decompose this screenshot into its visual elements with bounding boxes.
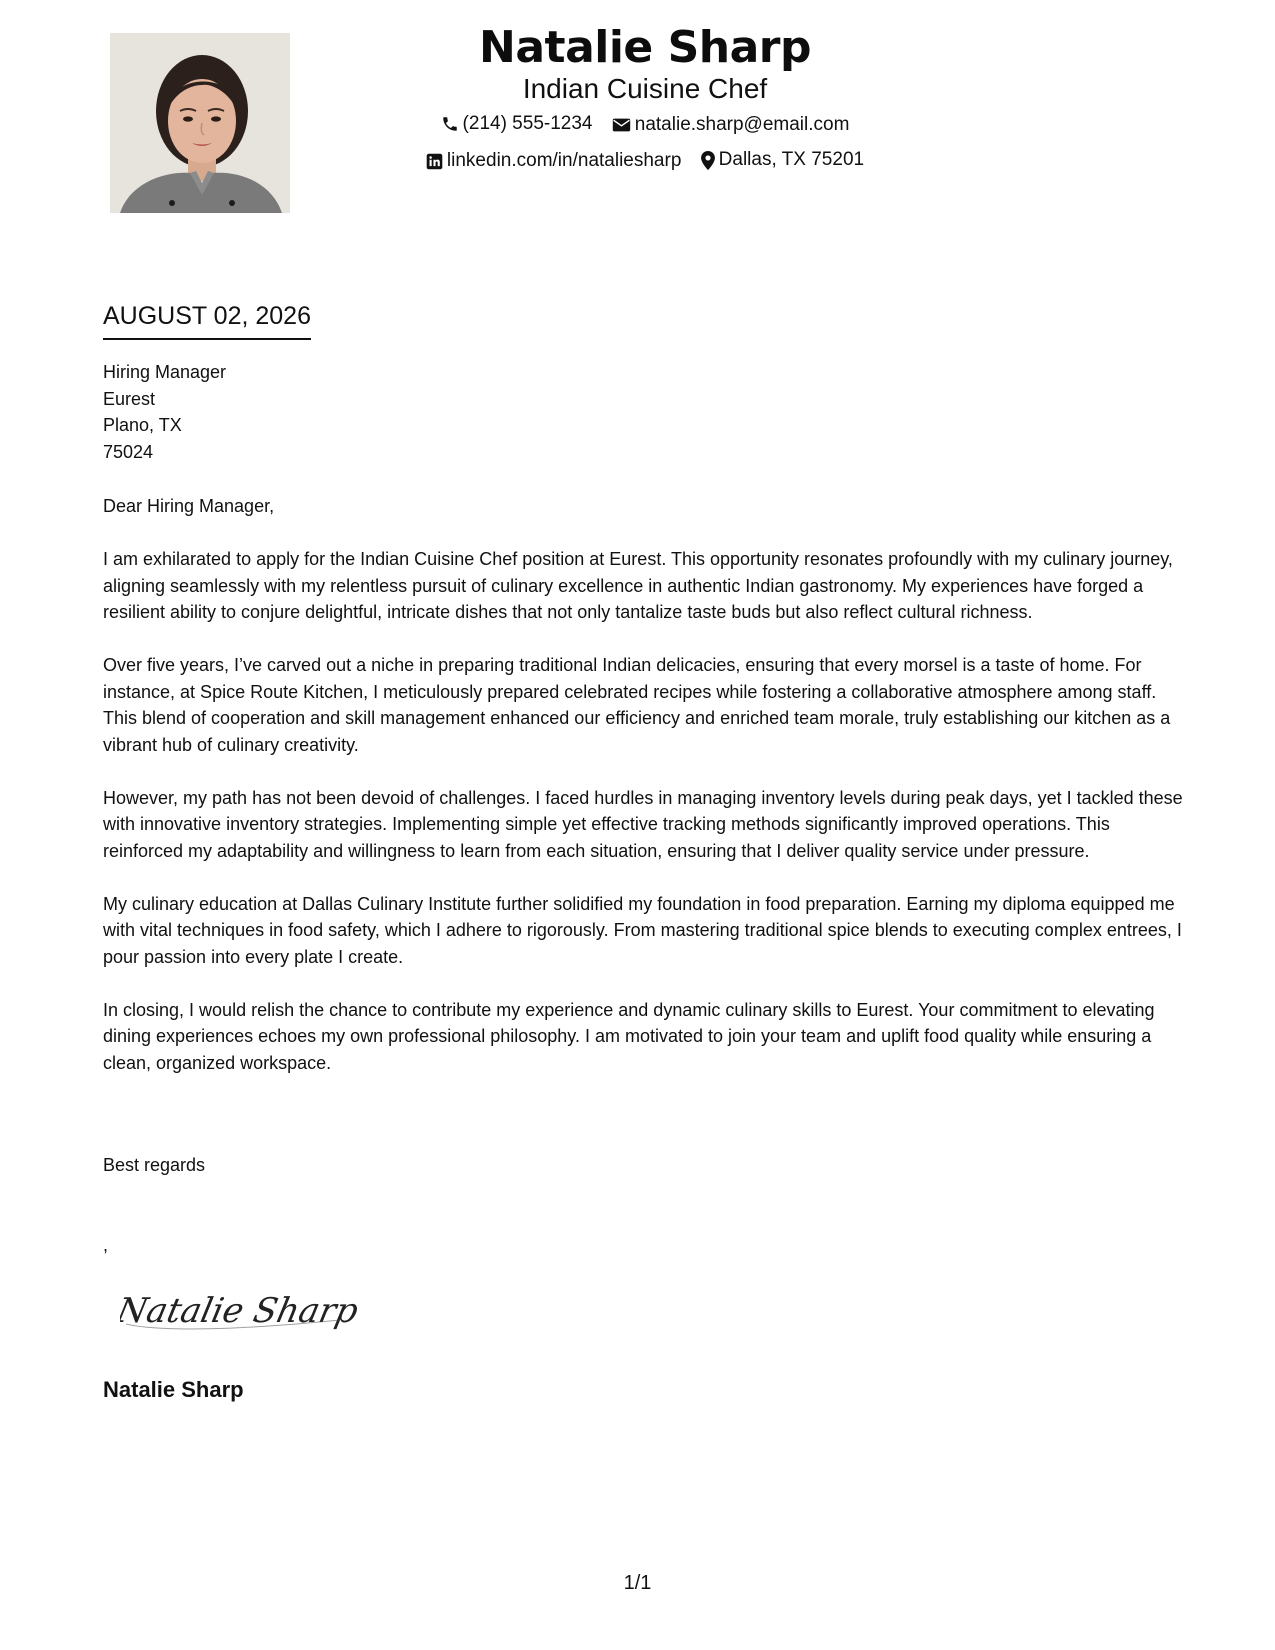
- contact-linkedin: [426, 145, 681, 177]
- contact-phone: [441, 108, 593, 140]
- profile-photo: [110, 33, 290, 213]
- contact-location: [701, 144, 864, 176]
- contact-row-2: [395, 144, 895, 181]
- map-pin-icon: [701, 151, 715, 170]
- location-text: Dallas, TX 75201: [718, 149, 865, 170]
- contact-row-1: [395, 108, 895, 144]
- contact-email: [612, 109, 850, 141]
- recipient-block: [103, 359, 226, 465]
- phone-number: (214) 555-1234: [462, 113, 593, 134]
- handwritten-signature: [120, 1280, 360, 1340]
- body-paragraph: In closing, I would relish the chance to contribute my experience and dynamic culinary skills to Eurest. Your commitment to elevating dining experiences echoes my own professional philosophy. I am motivated to join your team and uplift food quality while ensuring a clean, organized workspace.: [103, 999, 1155, 1073]
- email-address: natalie.sharp@email.com: [634, 114, 850, 135]
- recipient-line: Hiring Manager: [103, 362, 227, 382]
- linkedin-url: linkedin.com/in/nataliesharp: [446, 150, 682, 171]
- body-paragraph: I am exhilarated to apply for the Indian Cuisine Chef position at Eurest. This opportunity resonates profoundly with my culinary journey, aligning seamlessly with my relentless pursuit of culinary excellence in authentic Indian gastronomy. My experiences have forged a resilient ability to conjure delightful, intricate dishes that not only tantalize taste buds but also reflect cultural richness.: [103, 549, 1173, 622]
- portrait-illustration: [110, 33, 290, 213]
- closing-phrase: Best regards: [103, 1155, 206, 1175]
- signer-name: Natalie Sharp: [103, 1377, 244, 1402]
- closing-comma: ,: [103, 1235, 109, 1255]
- body-paragraph: My culinary education at Dallas Culinary Institute further solidified my foundation in food preparation. Earning my diploma equipped me with vital techniques in food safety, which I adhere to rigorously. From mastering traditional spice blends to executing complex entrees, I pour passion into every plate I create.: [103, 893, 1182, 967]
- letter-body: [103, 493, 1183, 1103]
- page-indicator: 1/1: [623, 1572, 652, 1594]
- body-paragraph: However, my path has not been devoid of challenges. I faced hurdles in managing inventory levels during peak days, yet I tackled these with innovative inventory strategies. Implementing simple yet effective tracking methods significantly improved operations. This reinforced my adaptability and willingness to learn from each situation, ensuring that I deliver quality service under pressure.: [103, 787, 1183, 861]
- recipient-line: 75024: [103, 441, 154, 462]
- recipient-line: Plano, TX: [103, 415, 182, 435]
- signature-image: [120, 1280, 360, 1340]
- applicant-name: Natalie Sharp: [479, 22, 811, 73]
- linkedin-icon: [426, 153, 443, 170]
- phone-icon: [441, 115, 459, 133]
- svg-text:Natalie Sharp: Natalie Sharp: [120, 1291, 360, 1331]
- envelope-icon: [612, 117, 631, 133]
- recipient-line: Eurest: [103, 388, 156, 409]
- body-paragraph: Over five years, I’ve carved out a niche in preparing traditional Indian delicacies, ensuring that every morsel is a taste of home. For instance, at Spice Route Kitchen, I meticulously prepared celebrated recipes while fostering a collaborative atmosphere among staff. This blend of cooperation and skill management enhanced our efficiency and enriched team morale, truly establishing our kitchen as a vibrant hub of culinary creativity.: [103, 655, 1171, 755]
- applicant-title: Indian Cuisine Chef: [522, 73, 768, 104]
- letter-date: AUGUST 02, 2026: [103, 300, 311, 340]
- salutation: Dear Hiring Manager,: [103, 496, 275, 516]
